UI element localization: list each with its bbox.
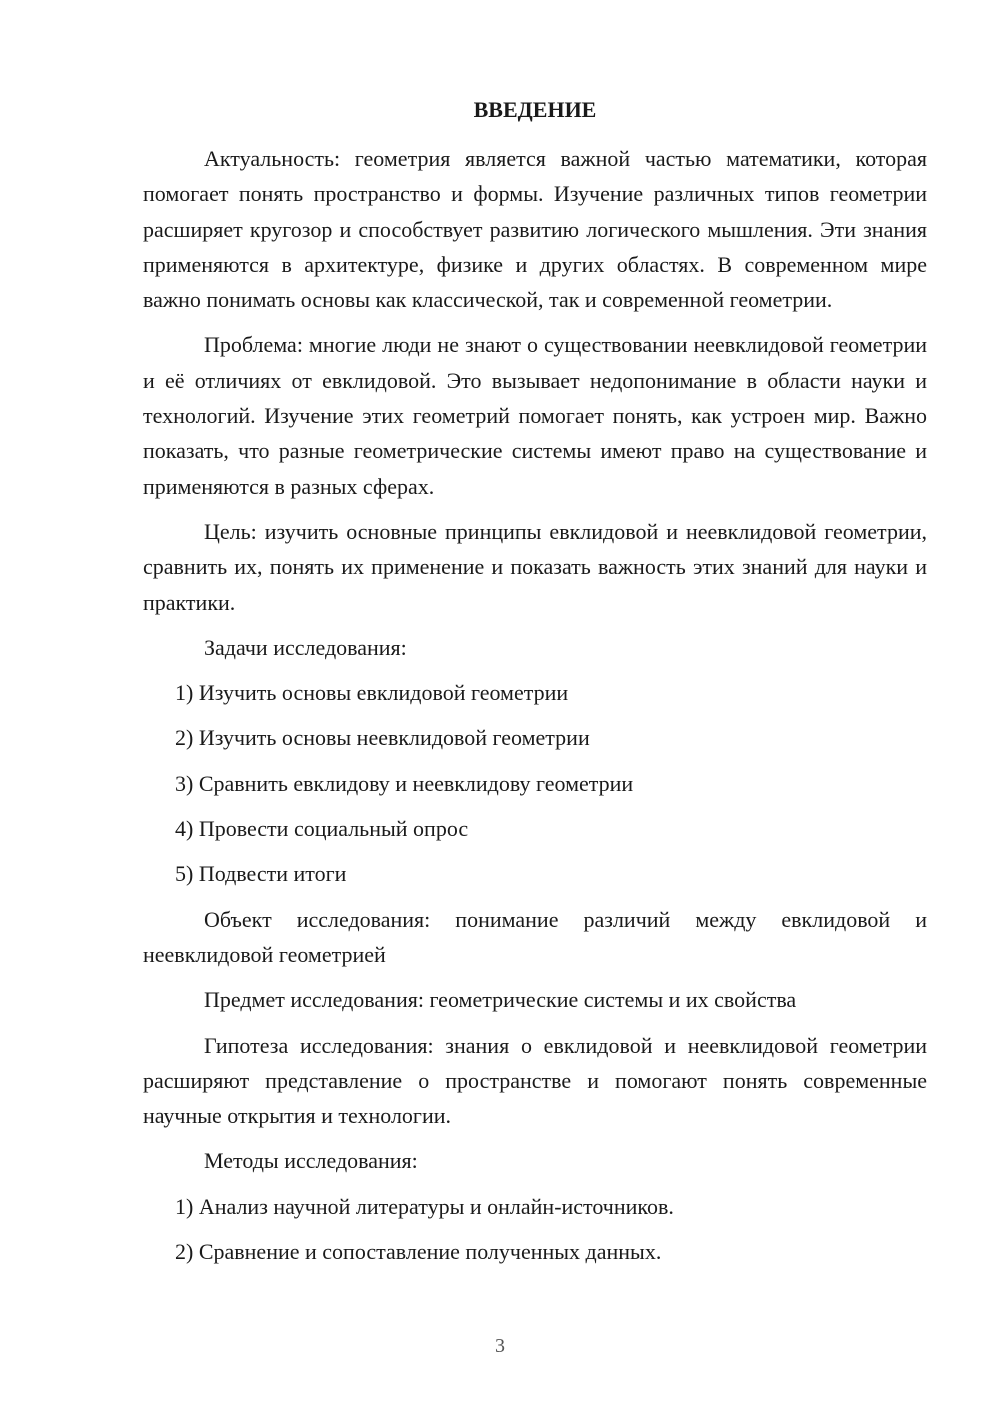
list-item: 1) Изучить основы евклидовой геометрии — [175, 680, 569, 706]
list-item: 5) Подвести итоги — [175, 861, 347, 887]
tasks-list — [143, 675, 927, 891]
relevance-paragraph: Актуальность: геометрия является важной частью математики, которая помогает понять пространство и формы. Изучение различных типов геометрии расширяет кругозор и способствует развитию логического мышления. Эти знания применяются в архитектуре, физике и других областях. В современном мире важно понимать основы как классической, так и современной геометрии. — [143, 146, 927, 313]
list-item: 1) Анализ научной литературы и онлайн-источников. — [175, 1193, 674, 1219]
problem-paragraph: Проблема: многие люди не знают о существовании неевклидовой геометрии и её отличиях от евклидовой. Это вызывает недопонимание в области науки и технологий. Изучение этих геометрий помогает понять, как устроен мир. Важно показать, что разные геометрические системы имеют право на существование и применяются в разных сферах. — [143, 332, 927, 499]
list-item: 2) Изучить основы неевклидовой геометрии — [175, 725, 590, 751]
section-title: ВВЕДЕНИЕ — [473, 97, 597, 122]
object-paragraph: Объект исследования: понимание различий между евклидовой и неевклидовой геометрией — [143, 906, 927, 967]
subject-paragraph: Предмет исследования: геометрические системы и их свойства — [204, 987, 797, 1013]
goal-paragraph: Цель: изучить основные принципы евклидовой и неевклидовой геометрии, сравнить их, понять их применение и показать важность этих знаний для науки и практики. — [143, 518, 927, 615]
tasks-heading: Задачи исследования: — [204, 634, 407, 660]
page-content — [143, 93, 927, 1279]
list-item: 3) Сравнить евклидову и неевклидову геометрии — [175, 770, 634, 796]
hypothesis-paragraph: Гипотеза исследования: знания о евклидовой и неевклидовой геометрии расширяют представление о пространстве и помогают понять современные научные открытия и технологии. — [143, 1032, 927, 1129]
methods-heading: Методы исследования: — [204, 1148, 418, 1174]
page-number: 3 — [495, 1335, 505, 1357]
list-item: 2) Сравнение и сопоставление полученных данных. — [175, 1239, 662, 1265]
methods-list — [143, 1189, 927, 1270]
list-item: 4) Провести социальный опрос — [175, 816, 469, 842]
